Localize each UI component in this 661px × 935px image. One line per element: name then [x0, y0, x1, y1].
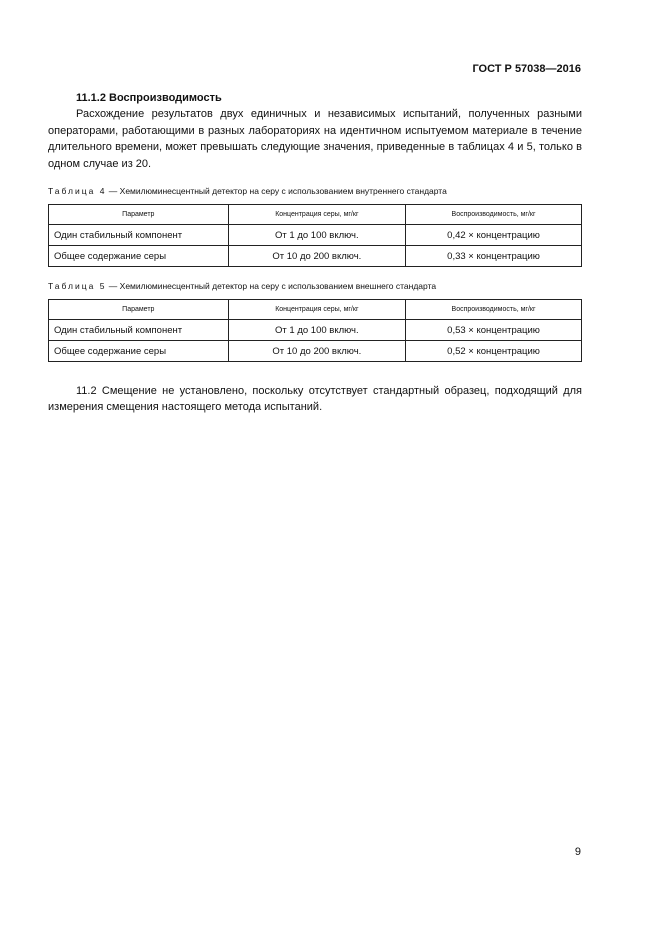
bias-paragraph: 11.2 Смещение не установлено, поскольку отсутствует стандартный образец, подходящий для измерения смещения настоящего метода испытаний. — [48, 385, 582, 413]
table-cell-reproducibility: 0,53 × концентрацию — [406, 320, 582, 341]
table5-header-parameter: Параметр — [49, 300, 229, 320]
table5-header-reproducibility: Воспроизводимость, мг/кг — [406, 300, 582, 320]
section-heading: 11.1.2 Воспроизводимость — [76, 92, 222, 104]
table-cell-parameter: Один стабильный компонент — [49, 320, 229, 341]
table-cell-concentration: От 1 до 100 включ. — [228, 225, 405, 246]
table-cell-concentration: От 10 до 200 включ. — [228, 246, 405, 267]
table-cell-reproducibility: 0,33 × концентрацию — [406, 246, 582, 267]
table5-caption-text: — Хемилюминесцентный детектор на серу с использованием внешнего стандарта — [106, 281, 437, 291]
content-section — [48, 92, 582, 415]
table4-header-reproducibility: Воспроизводимость, мг/кг — [406, 205, 582, 225]
table-cell-reproducibility: 0,42 × концентрацию — [406, 225, 582, 246]
table4-label: Таблица 4 — [48, 186, 107, 196]
page-number: 9 — [574, 846, 581, 858]
table5-label: Таблица 5 — [48, 281, 107, 291]
section-paragraph: Расхождение результатов двух единичных и независимых испытаний, полученных разными операторами, работающими в разных лабораториях на идентичном испытуемом материале в течение длительного времени, может превышать следующие значения, приведенные в таблицах 4 и 5, только в одном случае из 20. — [48, 108, 582, 170]
table-row — [49, 225, 582, 246]
table4-caption-text: — Хемилюминесцентный детектор на серу с использованием внутреннего стандарта — [106, 186, 447, 196]
table4-header-parameter: Параметр — [49, 205, 229, 225]
table-cell-parameter: Общее содержание серы — [49, 341, 229, 362]
table5-caption — [48, 281, 582, 291]
table-cell-parameter: Общее содержание серы — [49, 246, 229, 267]
table4 — [48, 204, 582, 267]
table-row — [49, 246, 582, 267]
table-cell-concentration: От 10 до 200 включ. — [228, 341, 405, 362]
table-row — [49, 320, 582, 341]
table-row — [49, 341, 582, 362]
table-cell-concentration: От 1 до 100 включ. — [228, 320, 405, 341]
document-code: ГОСТ Р 57038—2016 — [472, 63, 581, 75]
table5-header-row — [49, 300, 582, 320]
table4-header-concentration: Концентрация серы, мг/кг — [228, 205, 405, 225]
table-cell-reproducibility: 0,52 × концентрацию — [406, 341, 582, 362]
table-cell-parameter: Один стабильный компонент — [49, 225, 229, 246]
table4-header-row — [49, 205, 582, 225]
table4-caption — [48, 186, 582, 196]
table5-header-concentration: Концентрация серы, мг/кг — [228, 300, 405, 320]
table5 — [48, 299, 582, 362]
